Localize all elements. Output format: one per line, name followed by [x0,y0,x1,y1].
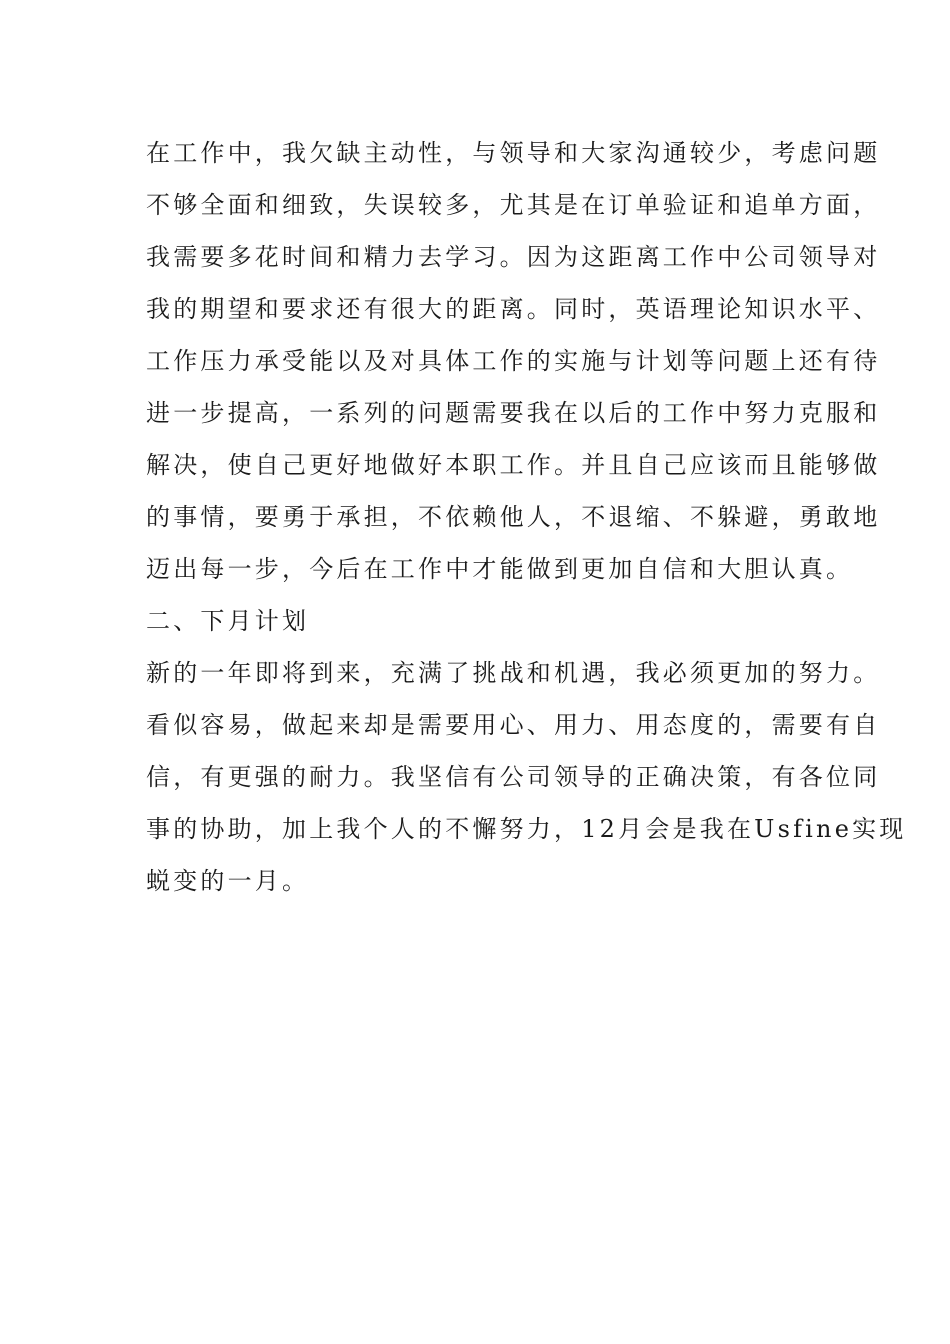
paragraph-line: 看似容易，做起来却是需要用心、用力、用态度的，需要有自 [146,711,881,739]
paragraph-line: 在工作中，我欠缺主动性，与领导和大家沟通较少，考虑问题 [146,139,881,167]
paragraph-line: 事的协助，加上我个人的不懈努力，12月会是我在Usfine实现 [146,815,907,843]
paragraph-line: 我需要多花时间和精力去学习。因为这距离工作中公司领导对 [146,243,881,271]
paragraph-line: 的事情，要勇于承担，不依赖他人，不退缩、不躲避，勇敢地 [146,503,881,531]
paragraph-line: 信，有更强的耐力。我坚信有公司领导的正确决策，有各位同 [146,763,881,791]
paragraph-line: 我的期望和要求还有很大的距离。同时，英语理论知识水平、 [146,295,881,323]
section-heading: 二、下月计划 [146,607,310,635]
paragraph-line: 不够全面和细致，失误较多，尤其是在订单验证和追单方面， [146,191,881,219]
paragraph-line: 工作压力承受能以及对具体工作的实施与计划等问题上还有待 [146,347,881,375]
paragraph-line: 迈出每一步，今后在工作中才能做到更加自信和大胆认真。 [146,555,854,583]
paragraph-line: 进一步提高，一系列的问题需要我在以后的工作中努力克服和 [146,399,881,427]
paragraph-line: 解决，使自己更好地做好本职工作。并且自己应该而且能够做 [146,451,881,479]
paragraph-line: 新的一年即将到来，充满了挑战和机遇，我必须更加的努力。 [146,659,881,687]
paragraph-line: 蜕变的一月。 [146,867,310,895]
